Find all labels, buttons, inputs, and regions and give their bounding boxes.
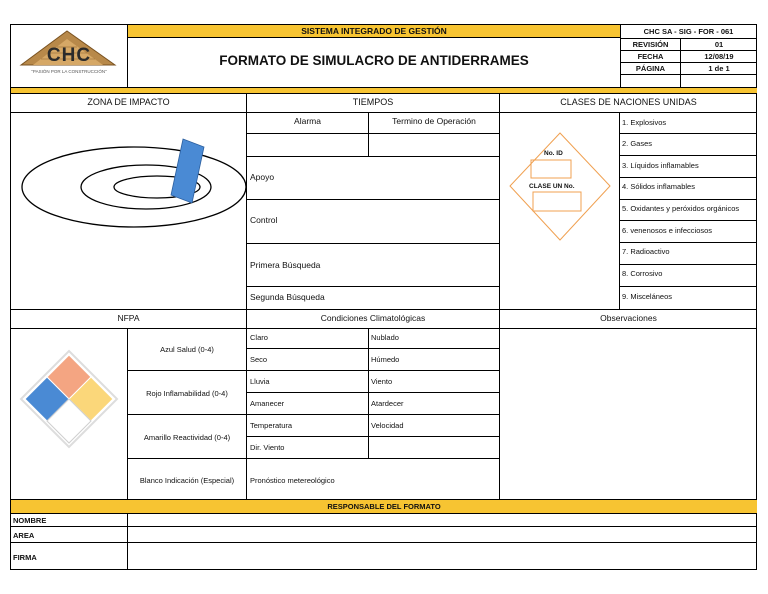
section-nfpa: NFPA <box>117 313 140 323</box>
tiempos-apoyo-label: Apoyo <box>250 172 275 182</box>
climate-humedo: Húmedo <box>371 355 400 364</box>
climate-atardecer: Atardecer <box>371 399 404 408</box>
tiempos-termino-header: Termino de Operación <box>392 116 476 126</box>
form-code: CHC SA - SIG - FOR - 061 <box>643 27 734 36</box>
section-condiciones: Condiciones Climatológicas <box>320 313 426 323</box>
section-zona-impacto: ZONA DE IMPACTO <box>87 97 170 107</box>
un-class-8: 8. Corrosivo <box>622 269 663 278</box>
un-class-1: 1. Explosivos <box>622 118 667 127</box>
responsable-title: RESPONSABLE DEL FORMATO <box>327 502 441 511</box>
climate-temperatura: Temperatura <box>250 421 293 430</box>
climate-pronostico: Pronóstico metereológico <box>250 476 335 485</box>
climate-dir-viento: Dir. Viento <box>250 443 285 452</box>
date-label: FECHA <box>637 52 664 61</box>
un-class-4: 4. Sólidos inflamables <box>622 182 695 191</box>
un-no-id-label: No. ID <box>544 150 563 157</box>
un-class-2: 2. Gases <box>622 139 653 148</box>
climate-dir-viento-value[interactable] <box>369 437 499 458</box>
un-class-7: 7. Radioactivo <box>622 247 670 256</box>
responsable-nombre-label: NOMBRE <box>13 516 47 525</box>
climate-lluvia: Lluvia <box>250 377 270 386</box>
responsable-area-field[interactable] <box>128 527 757 542</box>
nfpa-diamond <box>11 329 127 499</box>
observaciones-field[interactable] <box>500 329 757 499</box>
logo-slogan: "PASIÓN POR LA CONSTRUCCIÓN" <box>31 69 107 74</box>
responsable-firma-label: FIRMA <box>13 553 37 562</box>
climate-amanecer: Amanecer <box>250 399 285 408</box>
nfpa-blanco-indicacion: Blanco Indicación (Especial) <box>139 476 235 485</box>
logo <box>11 25 127 87</box>
simulacro-form <box>10 24 757 570</box>
un-class-5: 5. Oxidantes y peróxidos orgánicos <box>622 204 740 213</box>
section-clases-un: CLASES DE NACIONES UNIDAS <box>560 97 697 107</box>
tiempos-primera-busqueda-label: Primera Búsqueda <box>250 260 321 270</box>
revision-value: 01 <box>714 40 724 49</box>
termino-operacion-field[interactable] <box>369 134 499 156</box>
nfpa-rojo-inflamabilidad: Rojo Inflamabilidad (0-4) <box>146 389 228 398</box>
section-observaciones: Observaciones <box>600 313 657 323</box>
system-title: SISTEMA INTEGRADO DE GESTIÓN <box>301 26 447 36</box>
impact-zone-diagram <box>11 113 246 309</box>
climate-seco: Seco <box>250 355 268 364</box>
un-class-9: 9. Misceláneos <box>622 292 673 301</box>
climate-velocidad: Velocidad <box>371 421 404 430</box>
un-class-3: 3. Líquidos inflamables <box>622 161 699 170</box>
revision-label: REVISIÓN <box>632 40 669 49</box>
responsable-area-label: AREA <box>13 531 35 540</box>
nfpa-azul-salud: Azul Salud (0-4) <box>160 345 214 354</box>
climate-nublado: Nublado <box>371 333 399 342</box>
page-label: PÁGINA <box>635 64 666 73</box>
logo-text: CHC <box>46 45 92 66</box>
page-value: 1 de 1 <box>708 64 730 73</box>
un-class-6: 6. venenosos e infecciosos <box>622 226 713 235</box>
tiempos-control-label: Control <box>250 215 278 225</box>
responsable-firma-field[interactable] <box>128 543 757 570</box>
form-title: FORMATO DE SIMULACRO DE ANTIDERRAMES <box>219 53 529 68</box>
un-clase-label: CLASE UN No. <box>529 183 575 190</box>
tiempos-alarma-header: Alarma <box>294 116 321 126</box>
responsable-nombre-field[interactable] <box>128 514 757 526</box>
tiempos-segunda-busqueda-label: Segunda Búsqueda <box>250 292 325 302</box>
climate-claro: Claro <box>250 333 268 342</box>
nfpa-amarillo-reactividad: Amarillo Reactividad (0-4) <box>143 433 231 442</box>
alarma-field[interactable] <box>247 134 368 156</box>
section-tiempos: TIEMPOS <box>352 97 394 107</box>
un-placard-diamond <box>500 113 620 309</box>
climate-viento: Viento <box>371 377 393 386</box>
date-value: 12/08/19 <box>704 52 734 61</box>
